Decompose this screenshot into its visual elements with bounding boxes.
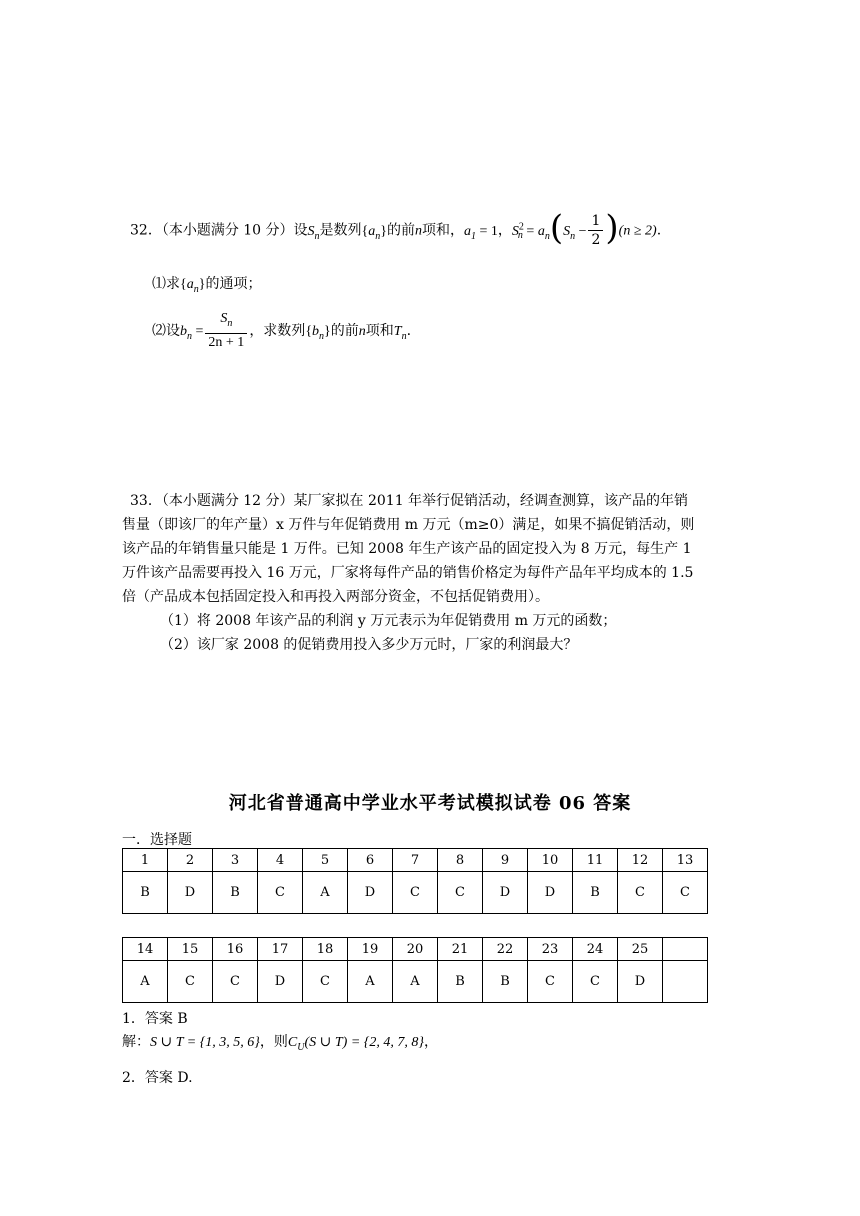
q32-eq: = — [526, 223, 535, 239]
q32-t3: 项和， — [422, 222, 464, 239]
q33-line-2: 售量（即该厂的年产量）x 万件与年促销费用 m 万元（m≥0）满足，如果不搞促销活动，则 — [122, 517, 695, 533]
answer-1-label: 1．答案 B — [122, 1011, 188, 1027]
table-cell: C — [393, 872, 438, 914]
q32-p1-b: 的通项； — [205, 276, 262, 292]
answer-1-union: S ∪ T = {1, 3, 5, 6} — [150, 1035, 260, 1050]
q33-line-7: （2）该厂家 2008 的促销费用投入多少万元时，厂家的利润最大？ — [160, 637, 578, 653]
table-cell: D — [168, 872, 213, 914]
answer-1-complement: (S ∪ T) = {2, 4, 7, 8} — [304, 1035, 424, 1050]
table-cell: 10 — [528, 849, 573, 872]
table-row — [123, 872, 708, 914]
table-cell: 14 — [123, 938, 168, 961]
table-cell: D — [258, 961, 303, 1003]
answer-1-sol-a: 解： — [122, 1034, 150, 1050]
table-row — [123, 961, 708, 1003]
table-cell: 20 — [393, 938, 438, 961]
table-cell: B — [213, 872, 258, 914]
q32-t1: 是数列 — [319, 222, 362, 239]
table-row — [123, 849, 708, 872]
table-cell: C — [618, 872, 663, 914]
table-cell: 9 — [483, 849, 528, 872]
table-cell: 19 — [348, 938, 393, 961]
section-choice: 一．选择题 — [122, 832, 192, 848]
q32-p2-a: ⑵设 — [152, 322, 180, 339]
table-cell: 23 — [528, 938, 573, 961]
table-cell: 2 — [168, 849, 213, 872]
q32-p2-d: 项和 — [365, 322, 394, 339]
table-cell: C — [438, 872, 483, 914]
table-cell: C — [213, 961, 258, 1003]
table-cell: D — [348, 872, 393, 914]
table-cell: 13 — [663, 849, 708, 872]
table-cell: D — [528, 872, 573, 914]
q33-line-6: （1）将 2008 年该产品的利润 y 万元表示为年促销费用 m 万元的函数； — [160, 613, 617, 629]
table-cell: D — [618, 961, 663, 1003]
table-cell: C — [303, 961, 348, 1003]
table-cell: 5 — [303, 849, 348, 872]
table-cell: C — [528, 961, 573, 1003]
answer-table-2 — [122, 937, 708, 1003]
table-cell: 3 — [213, 849, 258, 872]
table-cell: B — [483, 961, 528, 1003]
table-cell: A — [123, 961, 168, 1003]
table-cell: 22 — [483, 938, 528, 961]
answer-table-1 — [122, 848, 708, 914]
answer-1-sol-d: ， — [424, 1034, 438, 1050]
q32-part2: ⑵设$b_n$ = $\frac{S_n}{2n + 1}$ ，求数列$\{b_n\}$的前n项和$T_n$. — [152, 311, 412, 350]
table-cell: B — [438, 961, 483, 1003]
table-cell: A — [303, 872, 348, 914]
table-cell: C — [573, 961, 618, 1003]
table-cell: 16 — [213, 938, 258, 961]
table-cell: 7 — [393, 849, 438, 872]
table-cell: 11 — [573, 849, 618, 872]
table-cell: 12 — [618, 849, 663, 872]
q32-head: 32．（本小题满分 10 分）设 — [130, 222, 308, 239]
table-cell: D — [483, 872, 528, 914]
q32-statement: 32．（本小题满分 10 分）设$S_n$是数列$\{a_n\}$的前n项和，$a_1 = 1$，$S^2_n = a_n(S_n$ − $\frac{1}{2}$ )(n ≥ 2). — [130, 207, 662, 248]
table-cell: 24 — [573, 938, 618, 961]
table-cell: 25 — [618, 938, 663, 961]
answer-1-sol-b: ，则 — [259, 1034, 288, 1050]
q32-p2-e: . — [406, 322, 412, 339]
q32-p2-b: ，求数列 — [249, 322, 306, 339]
answer-title: 河北省普通高中学业水平考试模拟试卷 06 答案 — [228, 793, 632, 814]
table-cell: C — [663, 872, 708, 914]
q32-bn-frac: $\frac{S_n}{2n + 1}$ — [205, 310, 247, 352]
table-cell: 21 — [438, 938, 483, 961]
q32-cond: (n ≥ 2) — [618, 223, 657, 239]
q33-line-3: 该产品的年销售量只能是 1 万件。已知 2008 年生产该产品的固定投入为 8 万元，每生产 1 — [122, 541, 692, 557]
q32-p1-a: ⑴求 — [152, 276, 180, 292]
answer-1-solution: 解：S ∪ T = {1, 3, 5, 6}，则$C_U(S$ ∪ T) = {2, 4, 7, 8}， — [122, 1034, 438, 1053]
table-cell: 8 — [438, 849, 483, 872]
table-cell: B — [123, 872, 168, 914]
table-cell: 15 — [168, 938, 213, 961]
q33-line-5: 倍（产品成本包括固定投入和再投入两部分资金，不包括促销费用）。 — [122, 589, 549, 605]
table-cell: A — [393, 961, 438, 1003]
table-cell: 6 — [348, 849, 393, 872]
table-row — [123, 938, 708, 961]
table-cell: 4 — [258, 849, 303, 872]
table-cell: 18 — [303, 938, 348, 961]
q33-line-1: 33．（本小题满分 12 分）某厂家拟在 2011 年举行促销活动，经调查测算，该产品的年销 — [130, 493, 689, 509]
table-cell: A — [348, 961, 393, 1003]
q32-end: . — [656, 222, 662, 239]
table-cell: C — [258, 872, 303, 914]
q32-comma: ， — [497, 222, 512, 239]
table-cell: 17 — [258, 938, 303, 961]
q32-a1: = 1 — [479, 223, 498, 239]
q32-half: $\frac{1}{2}$ — [588, 212, 603, 249]
q32-minus: − — [578, 223, 587, 239]
table-cell: C — [168, 961, 213, 1003]
table-cell — [663, 961, 708, 1003]
q33-line-4: 万件该产品需要再投入 16 万元，厂家将每件产品的销售价格定为每件产品年平均成本的 1.5 — [122, 565, 694, 581]
answer-2-label: 2．答案 D. — [122, 1070, 193, 1086]
q32-p2-c: 的前 — [330, 322, 359, 339]
table-cell: 1 — [123, 849, 168, 872]
table-cell — [663, 938, 708, 961]
q32-t2: 的前 — [387, 222, 415, 239]
q32-part1: ⑴求$\{a_n\}$的通项； — [152, 276, 262, 295]
table-cell: B — [573, 872, 618, 914]
